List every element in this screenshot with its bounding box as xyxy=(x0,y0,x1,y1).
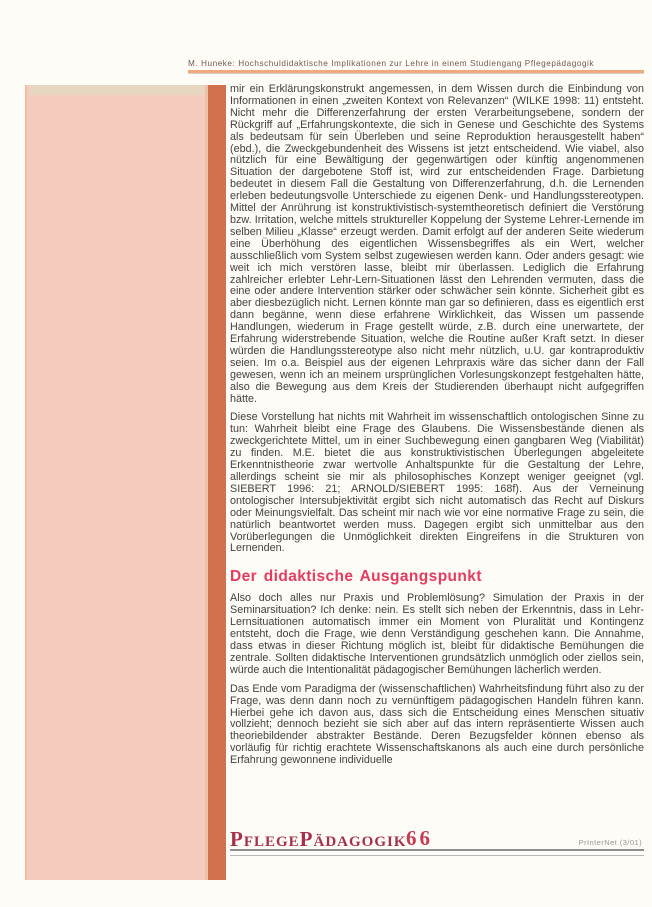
section-heading: Der didaktische Ausgangspunkt xyxy=(230,568,482,586)
footer-rule xyxy=(230,849,644,856)
margin-accent-bar xyxy=(208,85,226,880)
paragraph: Also doch alles nur Praxis und Problemlösung? Simulation der Praxis in der Seminarsituation? Ich denke: nein. Es stellt sich neben der Erkenntnis, dass in Lehr-Lernsituationen automatisch immer ein Moment von Pluralität und Kontingenz entsteht, doch die Frage, wie denn Verständigung geschehen kann. Die Annahme, dass etwas in dieser Richtung möglich ist, bleibt für didaktische Bemühungen die zentrale. Sollten didaktische Interventionen grundsätzlich unmöglich oder ziellos sein, würde auch die Intentionalität pädagogischer Bemühungen lächerlich werden. xyxy=(230,592,644,676)
margin-panel-top-strip xyxy=(29,85,207,95)
margin-panel xyxy=(25,85,207,880)
paragraph: Das Ende vom Paradigma der (wissenschaftlichen) Wahrheitsfindung führt also zu der Frage, was denn dann noch zu vernünftigem pädagogischen Handeln führen kann. Hierbei gehe ich davon aus, dass sich die Entscheidung eines Menschen situativ vollzieht; dennoch bezieht sie sich aber auf das intern repräsentierte Wissen auch theoriebildender abstrakter Bestände. Deren Bezugsfelder können ebenso als vorläufig für richtig erachtete Wissenschaftskanons als auch eine durch persönliche Erfahrung gewonnene individuelle xyxy=(230,682,644,767)
paragraph: mir ein Erklärungskonstrukt angemessen, in dem Wissen durch die Einbindung von Informationen in einen „zweiten Kontext von Relevanzen“ (WILKE 1998: 11) entsteht. Nicht mehr die Differenzerfahrung der ersten Verarbeitungsebene, sondern der Rückgriff auf „Erfahrungskontexte, die sich in Genese und Geschichte des Systems als bedeutsam für sein Überleben und seine Reproduktion herausgestellt haben“ (ebd.), die Zweckgebundenheit des Wissens ist jetzt entscheidend. Wie viabel, also nützlich für eine Bewältigung der gegenwärtigen oder künftig angenommenen Situation der dargebotene Stoff ist, wird zur entscheidenden Frage. Darbietung bedeutet in diesem Fall die Gestaltung von Differenzerfahrung, d.h. die Lernenden erleben bedeutungsvolle Unterschiede zu eigenen Denk- und Handlungsstereotypen. Mittel der Anrührung ist konstruktivistisch-systemtheoretisch definiert die Verstörung bzw. Irritation, welche mittels struktureller Koppelung der Systeme Lehrer-Lernende im selben Milieu „Klasse“ erzeugt werden. Damit erfolgt auf der anderen Seite wiederum eine Überhöhung des eigentlichen Wissensbegriffes als ein Wert, welcher ausschließlich vom System selbst zugewiesen werden kann. Oder anders gesagt: wie weit ich mich verstören lasse, bleibt mir überlassen. Lediglich die Erfahrung zahlreicher erlebter Lehr-Lern-Situationen lässt den Lehrenden vermuten, dass die eine oder andere Intervention stärker oder schwächer sein könnte. Sicherheit gibt es aber diesbezüglich nicht. Lernen könnte man gar so definieren, dass es eigentlich erst dann begänne, wenn diese erfahrene Wirklichkeit, das Wissen um passende Handlungen, wiederum in Frage gestellt würde, z.B. durch eine unerwartete, der Erfahrung widerstrebende Situation, welche die Routine außer Kraft setzt. In dieser würden die Handlungsstereotype also nicht mehr nützlich, u.U. gar kontraproduktiv seien. Im o.a. Beispiel aus der eigenen Lehrpraxis wäre das sicher dann der Fall gewesen, wenn ich an meinem ursprünglichen Vorlesungskonzept festgehalten hätte, also die Bewegung aus dem Kreis der Studierenden überhaupt nicht aufgegriffen hätte. xyxy=(230,83,644,405)
page-number: 66 xyxy=(406,826,433,850)
running-header: M. Huneke: Hochschuldidaktische Implikationen zur Lehre in einem Studiengang Pflegepädagogik xyxy=(188,59,595,68)
header-rule xyxy=(188,70,644,74)
article-body xyxy=(230,84,644,774)
issue-label: PrInterNet (3/01) xyxy=(578,838,642,847)
page-footer xyxy=(230,826,644,856)
paragraph: Diese Vorstellung hat nichts mit Wahrheit im wissenschaftlich ontologischen Sinne zu tun: Wahrheit bleibt eine Frage des Glaubens. Die Wissensbestände dienen als zweckgerichtete Mittel, um in einer Suchbewegung einen gangbaren Weg (Viabilität) zu finden. M.E. bietet die aus konstruktivistischen Überlegungen abgeleitete Erkenntnistheorie zwar wertvolle Anhaltspunkte für die Gestaltung der Lehre, allerdings scheint sie mir als philosophisches Konzept weniger geeignet (vgl. SIEBERT 1996: 21; ARNOLD/SIEBERT 1995: 168f). Aus der Verneinung ontologischer Intersubjektivität ergibt sich nicht automatisch das Recht auf Diskurs oder Meinungsvielfalt. Das scheint mir nach wie vor eine normative Frage zu sein, die natürlich beantwortet werden muss. Dagegen ergibt sich unmittelbar aus den Vorüberlegungen die Unmöglichkeit direkten Eingreifens in die Strukturen von Lernenden. xyxy=(230,411,644,555)
journal-logo: PflegePädagogik xyxy=(230,827,407,851)
